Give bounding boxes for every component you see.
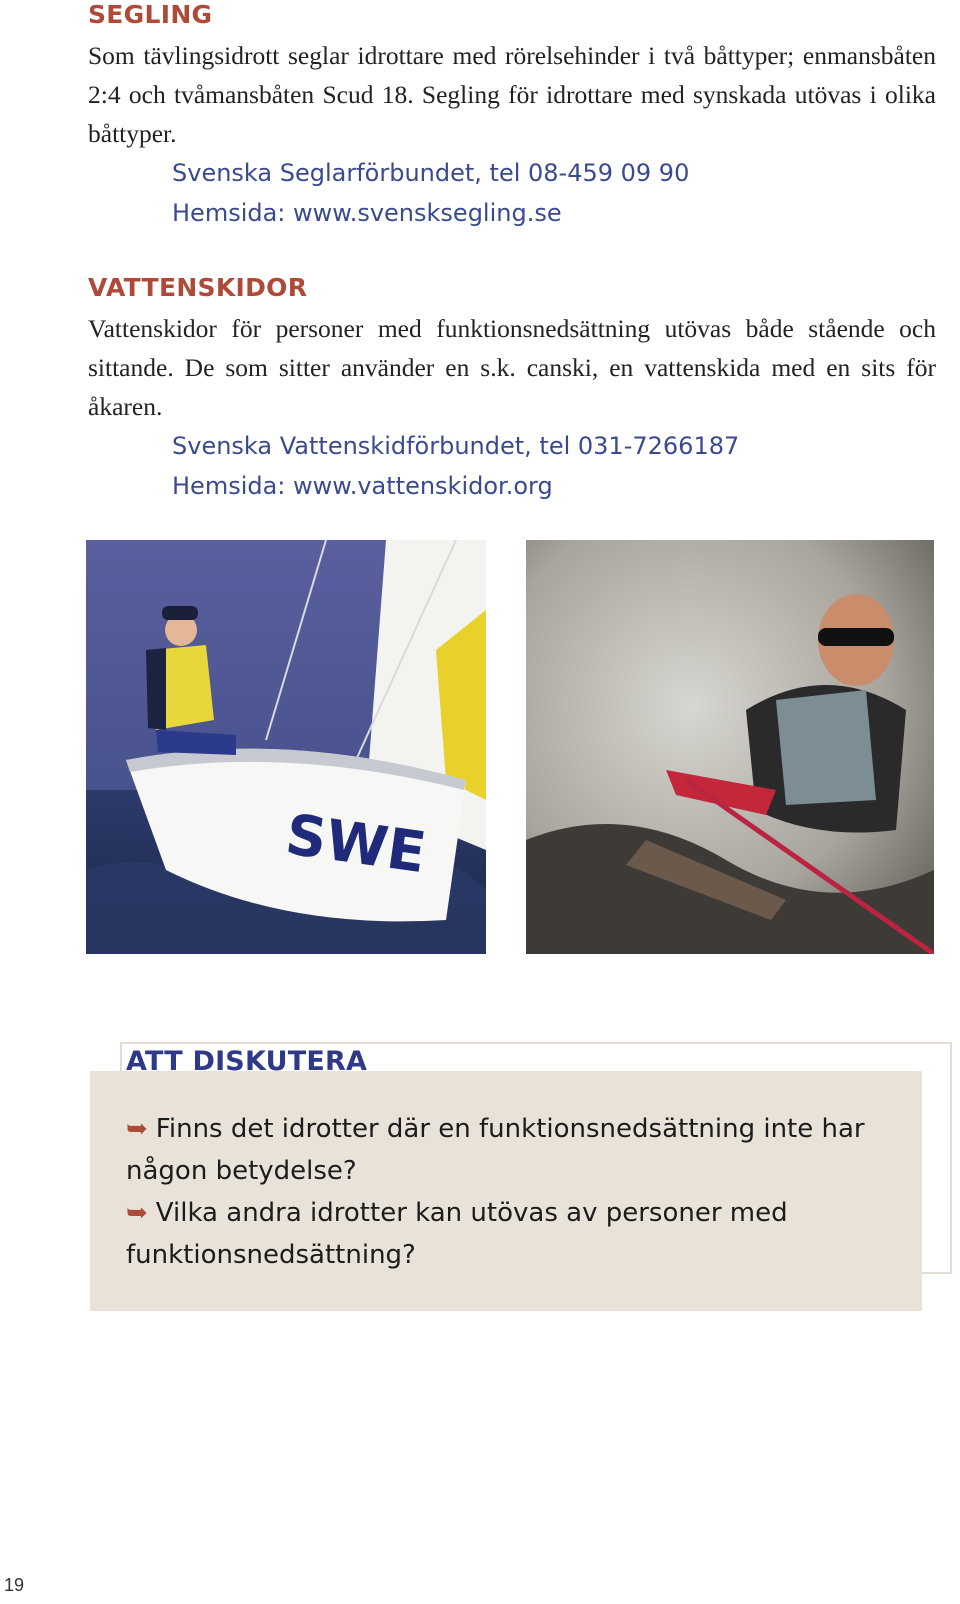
discussion-title: ATT DISKUTERA bbox=[126, 1046, 368, 1077]
sailing-illustration bbox=[86, 540, 486, 954]
arrow-bullet-icon: ➥ bbox=[126, 1198, 148, 1228]
vattenskidor-body: Vattenskidor för personer med funktionsnedsättning utövas både stående och sittande. De som sitter använder en s.k. canski, en vattenskida med en sits för åkaren. bbox=[88, 314, 936, 421]
vattenskidor-heading: VATTENSKIDOR bbox=[88, 273, 308, 302]
discussion-item bbox=[126, 1192, 866, 1276]
sailing-photo bbox=[86, 540, 486, 954]
discussion-item-text: Finns det idrotter där en funktionsnedsättning inte har någon betydelse? bbox=[126, 1114, 865, 1186]
segling-contact-phone: Svenska Seglarförbundet, tel 08-459 09 90 bbox=[172, 159, 690, 187]
vattenskidor-contact-phone: Svenska Vattenskidförbundet, tel 031-7266187 bbox=[172, 432, 740, 460]
vattenskidor-contact-website[interactable]: Hemsida: www.vattenskidor.org bbox=[172, 472, 553, 500]
page-number: 19 bbox=[4, 1575, 25, 1595]
discussion-list bbox=[126, 1108, 866, 1276]
sailing-hull-text: SWE bbox=[281, 802, 430, 887]
vattenskidor-section bbox=[88, 273, 936, 506]
segling-section bbox=[88, 0, 936, 233]
discussion-item bbox=[126, 1108, 866, 1192]
segling-body: Som tävlingsidrott seglar idrottare med rörelsehinder i två båttyper; enmansbåten 2:4 och tvåmansbåten Scud 18. Segling för idrottare med synskada utövas i olika båttyper. bbox=[88, 41, 936, 148]
discussion-item-text: Vilka andra idrotter kan utövas av personer med funktionsnedsättning? bbox=[126, 1198, 788, 1270]
segling-heading: SEGLING bbox=[88, 0, 213, 29]
waterski-photo bbox=[526, 540, 934, 954]
arrow-bullet-icon: ➥ bbox=[126, 1114, 148, 1144]
segling-contact-website[interactable]: Hemsida: www.svensksegling.se bbox=[172, 199, 562, 227]
waterski-illustration bbox=[526, 540, 934, 954]
